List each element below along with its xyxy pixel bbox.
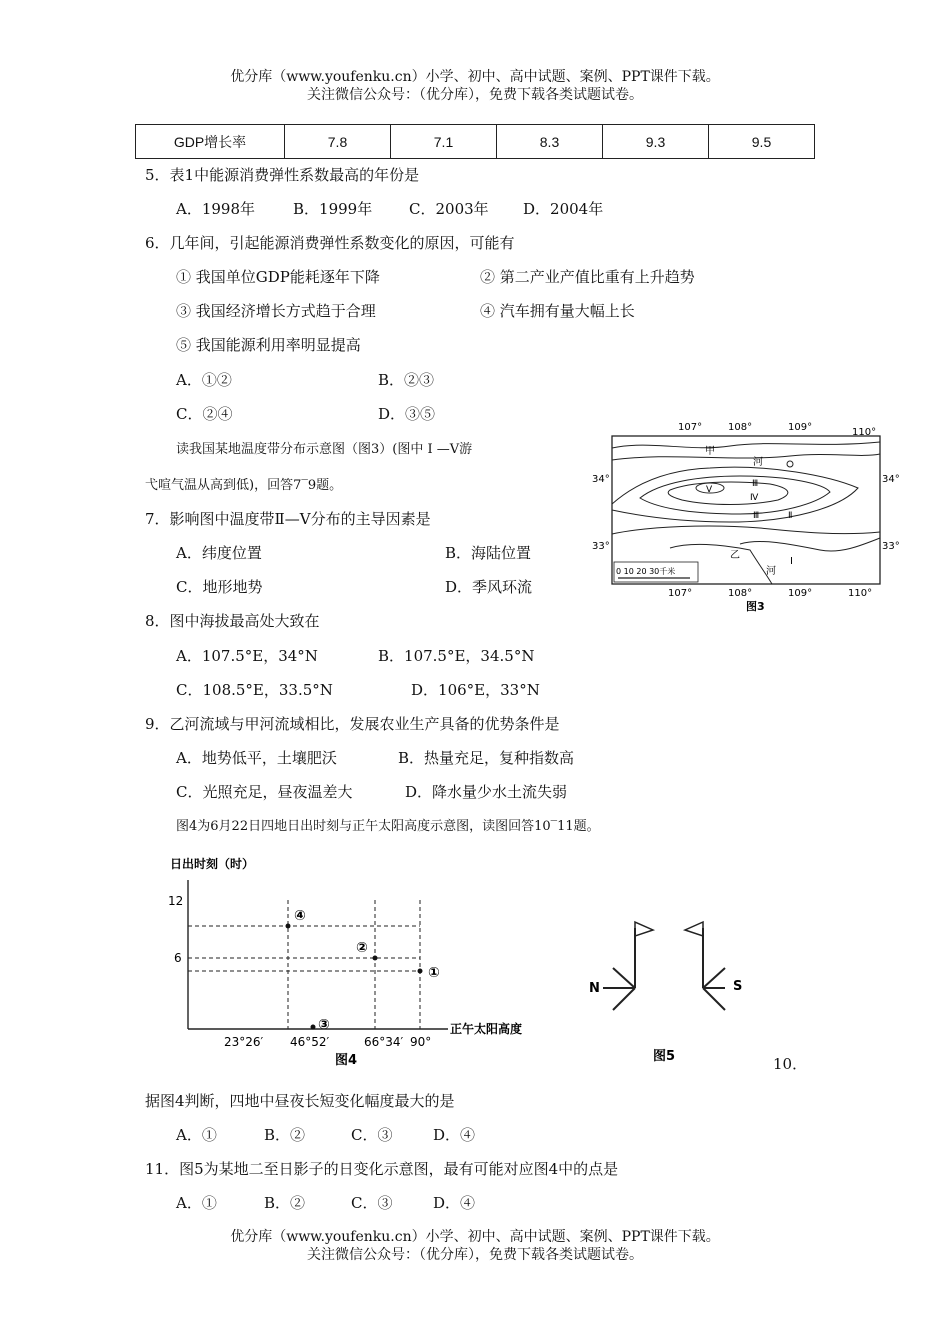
- fig4-x-tick: 66°34′: [364, 1035, 404, 1049]
- q6-option-a: A．①②: [176, 371, 232, 389]
- intro-7-9-line-1: 读我国某地温度带分布示意图（图3）(图中 Ⅰ —Ⅴ游: [176, 442, 473, 457]
- fig4-point-label: ③: [318, 1017, 330, 1033]
- table-cell: 7.8: [285, 125, 391, 159]
- fig3-contour-i: [612, 526, 880, 534]
- q6-item-2: ② 第二产业产值比重有上升趋势: [480, 268, 695, 286]
- q7-option-a: A．纬度位置: [176, 544, 262, 562]
- footer-line-1: 优分库（www.youfenku.cn）小学、初中、高中试题、案例、PPT课件下载。: [230, 1229, 720, 1245]
- figure-3-map: [590, 418, 905, 616]
- fig3-river-yi-label: 乙: [730, 550, 740, 561]
- fig5-shadow-line: [703, 988, 725, 1010]
- q6-stem: 6．几年间，引起能源消费弹性系数变化的原因，可能有: [145, 234, 515, 252]
- q8-option-b: B．107.5°E，34.5°N: [378, 647, 535, 665]
- q10-option-a: A．①: [176, 1126, 217, 1144]
- fig3-bottom-lon: 110°: [848, 588, 873, 599]
- fig3-zone-label: Ⅴ: [706, 485, 713, 495]
- figure-5-diagram: [575, 900, 775, 1070]
- q6-option-d: D．③⑤: [378, 405, 436, 423]
- fig4-x-tick: 46°52′: [290, 1035, 330, 1049]
- fig3-bottom-lon: 108°: [728, 588, 753, 599]
- q8-stem: 8．图中海拔最高处大致在: [145, 612, 320, 630]
- fig5-shadow-line: [613, 968, 635, 988]
- fig4-point-4: [286, 924, 291, 929]
- q8-option-c: C．108.5°E，33.5°N: [176, 681, 333, 699]
- q11-stem: 11．图5为某地二至日影子的日变化示意图，最有可能对应图4中的点是: [145, 1160, 619, 1178]
- footer-line-2: 关注微信公众号：（优分库），免费下载各类试题试卷。: [307, 1247, 643, 1263]
- fig3-contour: [612, 454, 880, 460]
- q9-option-b: B．热量充足，复种指数高: [398, 749, 575, 767]
- fig3-river-jia: [612, 442, 880, 448]
- fig4-y-tick: 6: [174, 951, 182, 965]
- fig3-zone-label: Ⅲ: [753, 511, 760, 521]
- gdp-table: [135, 124, 815, 159]
- q9-option-d: D．降水量少水土流失弱: [405, 783, 568, 801]
- figure-4-chart: [150, 848, 550, 1073]
- q8-option-a: A．107.5°E，34°N: [176, 647, 318, 665]
- fig5-south-label: S: [733, 979, 743, 994]
- fig5-shadow-line: [613, 988, 635, 1010]
- table-cell: 8.3: [497, 125, 603, 159]
- fig3-bottom-lon: 107°: [668, 588, 693, 599]
- header-line-1: 优分库（www.youfenku.cn）小学、初中、高中试题、案例、PPT课件下载。: [230, 69, 720, 85]
- fig5-flag-right: [685, 922, 703, 936]
- table-cell: 7.1: [391, 125, 497, 159]
- q7-option-b: B．海陆位置: [445, 544, 532, 562]
- fig4-point-label: ①: [428, 965, 440, 981]
- q10-option-d: D．④: [433, 1126, 476, 1144]
- fig3-top-lon: 107°: [678, 422, 703, 433]
- fig3-scale-label: 0 10 20 30千米: [616, 567, 676, 576]
- fig4-point-2: [373, 956, 378, 961]
- q10-number: 10．: [773, 1055, 808, 1073]
- fig4-point-label: ②: [356, 940, 368, 956]
- fig4-x-tick: 90°: [410, 1035, 432, 1049]
- q9-stem: 9．乙河流域与甲河流域相比，发展农业生产具备的优势条件是: [145, 715, 560, 733]
- q6-option-c: C．②④: [176, 405, 233, 423]
- fig3-top-lon: 110°: [852, 427, 877, 438]
- fig3-river-jia-label: 甲: [705, 446, 715, 457]
- q6-item-1: ① 我国单位GDP能耗逐年下降: [176, 268, 380, 286]
- q10-stem: 据图4判断，四地中昼夜长短变化幅度最大的是: [145, 1092, 455, 1110]
- fig3-top-lon: 108°: [728, 422, 753, 433]
- q11-option-d: D．④: [433, 1194, 476, 1212]
- fig3-caption: 图3: [746, 600, 765, 613]
- intro-10-11: 图4为6月22日四地日出时刻与正午太阳高度示意图，读图回答10‾11题。: [176, 819, 600, 834]
- fig5-shadow-line: [703, 968, 725, 988]
- fig3-zone-label: Ⅰ: [790, 556, 793, 567]
- fig3-zone-label: Ⅲ: [752, 479, 759, 489]
- fig3-zone-label: Ⅳ: [750, 493, 759, 503]
- q7-option-d: D．季风环流: [445, 578, 533, 596]
- fig3-river-yi-label: 河: [766, 566, 776, 577]
- fig4-caption: 图4: [335, 1053, 358, 1068]
- q11-option-c: C．③: [351, 1194, 393, 1212]
- table-cell: 9.3: [603, 125, 709, 159]
- fig3-lat-label: 33°: [882, 541, 900, 552]
- q11-option-a: A．①: [176, 1194, 217, 1212]
- fig3-bottom-lon: 109°: [788, 588, 813, 599]
- q10-option-b: B．②: [264, 1126, 306, 1144]
- intro-7-9-line-2: 弋喧气温从高到低)，回答7‾9题。: [145, 478, 343, 493]
- fig3-lat-label: 34°: [592, 474, 610, 485]
- q11-option-b: B．②: [264, 1194, 306, 1212]
- table-row: [136, 125, 815, 159]
- q7-option-c: C．地形地势: [176, 578, 263, 596]
- fig3-lat-label: 34°: [882, 474, 900, 485]
- fig3-lat-label: 33°: [592, 541, 610, 552]
- header-line-2: 关注微信公众号：（优分库），免费下载各类试题试卷。: [307, 87, 643, 103]
- fig4-point-1: [418, 969, 423, 974]
- q8-option-d: D．106°E，33°N: [411, 681, 540, 699]
- table-cell-label: GDP增长率: [136, 125, 285, 159]
- q7-stem: 7．影响图中温度带Ⅱ—Ⅴ分布的主导因素是: [145, 510, 431, 528]
- q6-item-3: ③ 我国经济增长方式趋于合理: [176, 302, 376, 320]
- fig4-xlabel: 正午太阳高度: [450, 1022, 523, 1036]
- fig3-city-marker: [787, 461, 793, 467]
- q9-option-c: C．光照充足，昼夜温差大: [176, 783, 353, 801]
- q6-option-b: B．②③: [378, 371, 435, 389]
- fig5-caption: 图5: [653, 1049, 676, 1064]
- fig3-zone-label: Ⅱ: [788, 511, 793, 521]
- table-cell: 9.5: [709, 125, 815, 159]
- fig5-flag-left: [635, 922, 653, 936]
- fig4-y-tick: 12: [168, 894, 184, 908]
- fig4-x-tick: 23°26′: [224, 1035, 264, 1049]
- fig4-ylabel: 日出时刻（时）: [170, 857, 255, 871]
- q6-item-4: ④ 汽车拥有量大幅上长: [480, 302, 635, 320]
- q5-option-b: B．1999年: [293, 200, 373, 218]
- fig3-river-jia-label: 河: [753, 457, 763, 468]
- q9-option-a: A．地势低平，土壤肥沃: [176, 749, 337, 767]
- q5-stem: 5．表1中能源消费弹性系数最高的年份是: [145, 166, 420, 184]
- fig4-point-3: [311, 1025, 316, 1030]
- q5-option-a: A．1998年: [176, 200, 256, 218]
- fig3-contour-iv: [668, 482, 788, 505]
- q10-option-c: C．③: [351, 1126, 393, 1144]
- fig3-top-lon: 109°: [788, 422, 813, 433]
- fig3-boundary: [740, 538, 880, 551]
- q6-item-5: ⑤ 我国能源利用率明显提高: [176, 336, 361, 354]
- q5-option-c: C．2003年: [409, 200, 489, 218]
- fig4-point-label: ④: [294, 908, 306, 924]
- q5-option-d: D．2004年: [523, 200, 604, 218]
- fig5-north-label: N: [589, 981, 600, 996]
